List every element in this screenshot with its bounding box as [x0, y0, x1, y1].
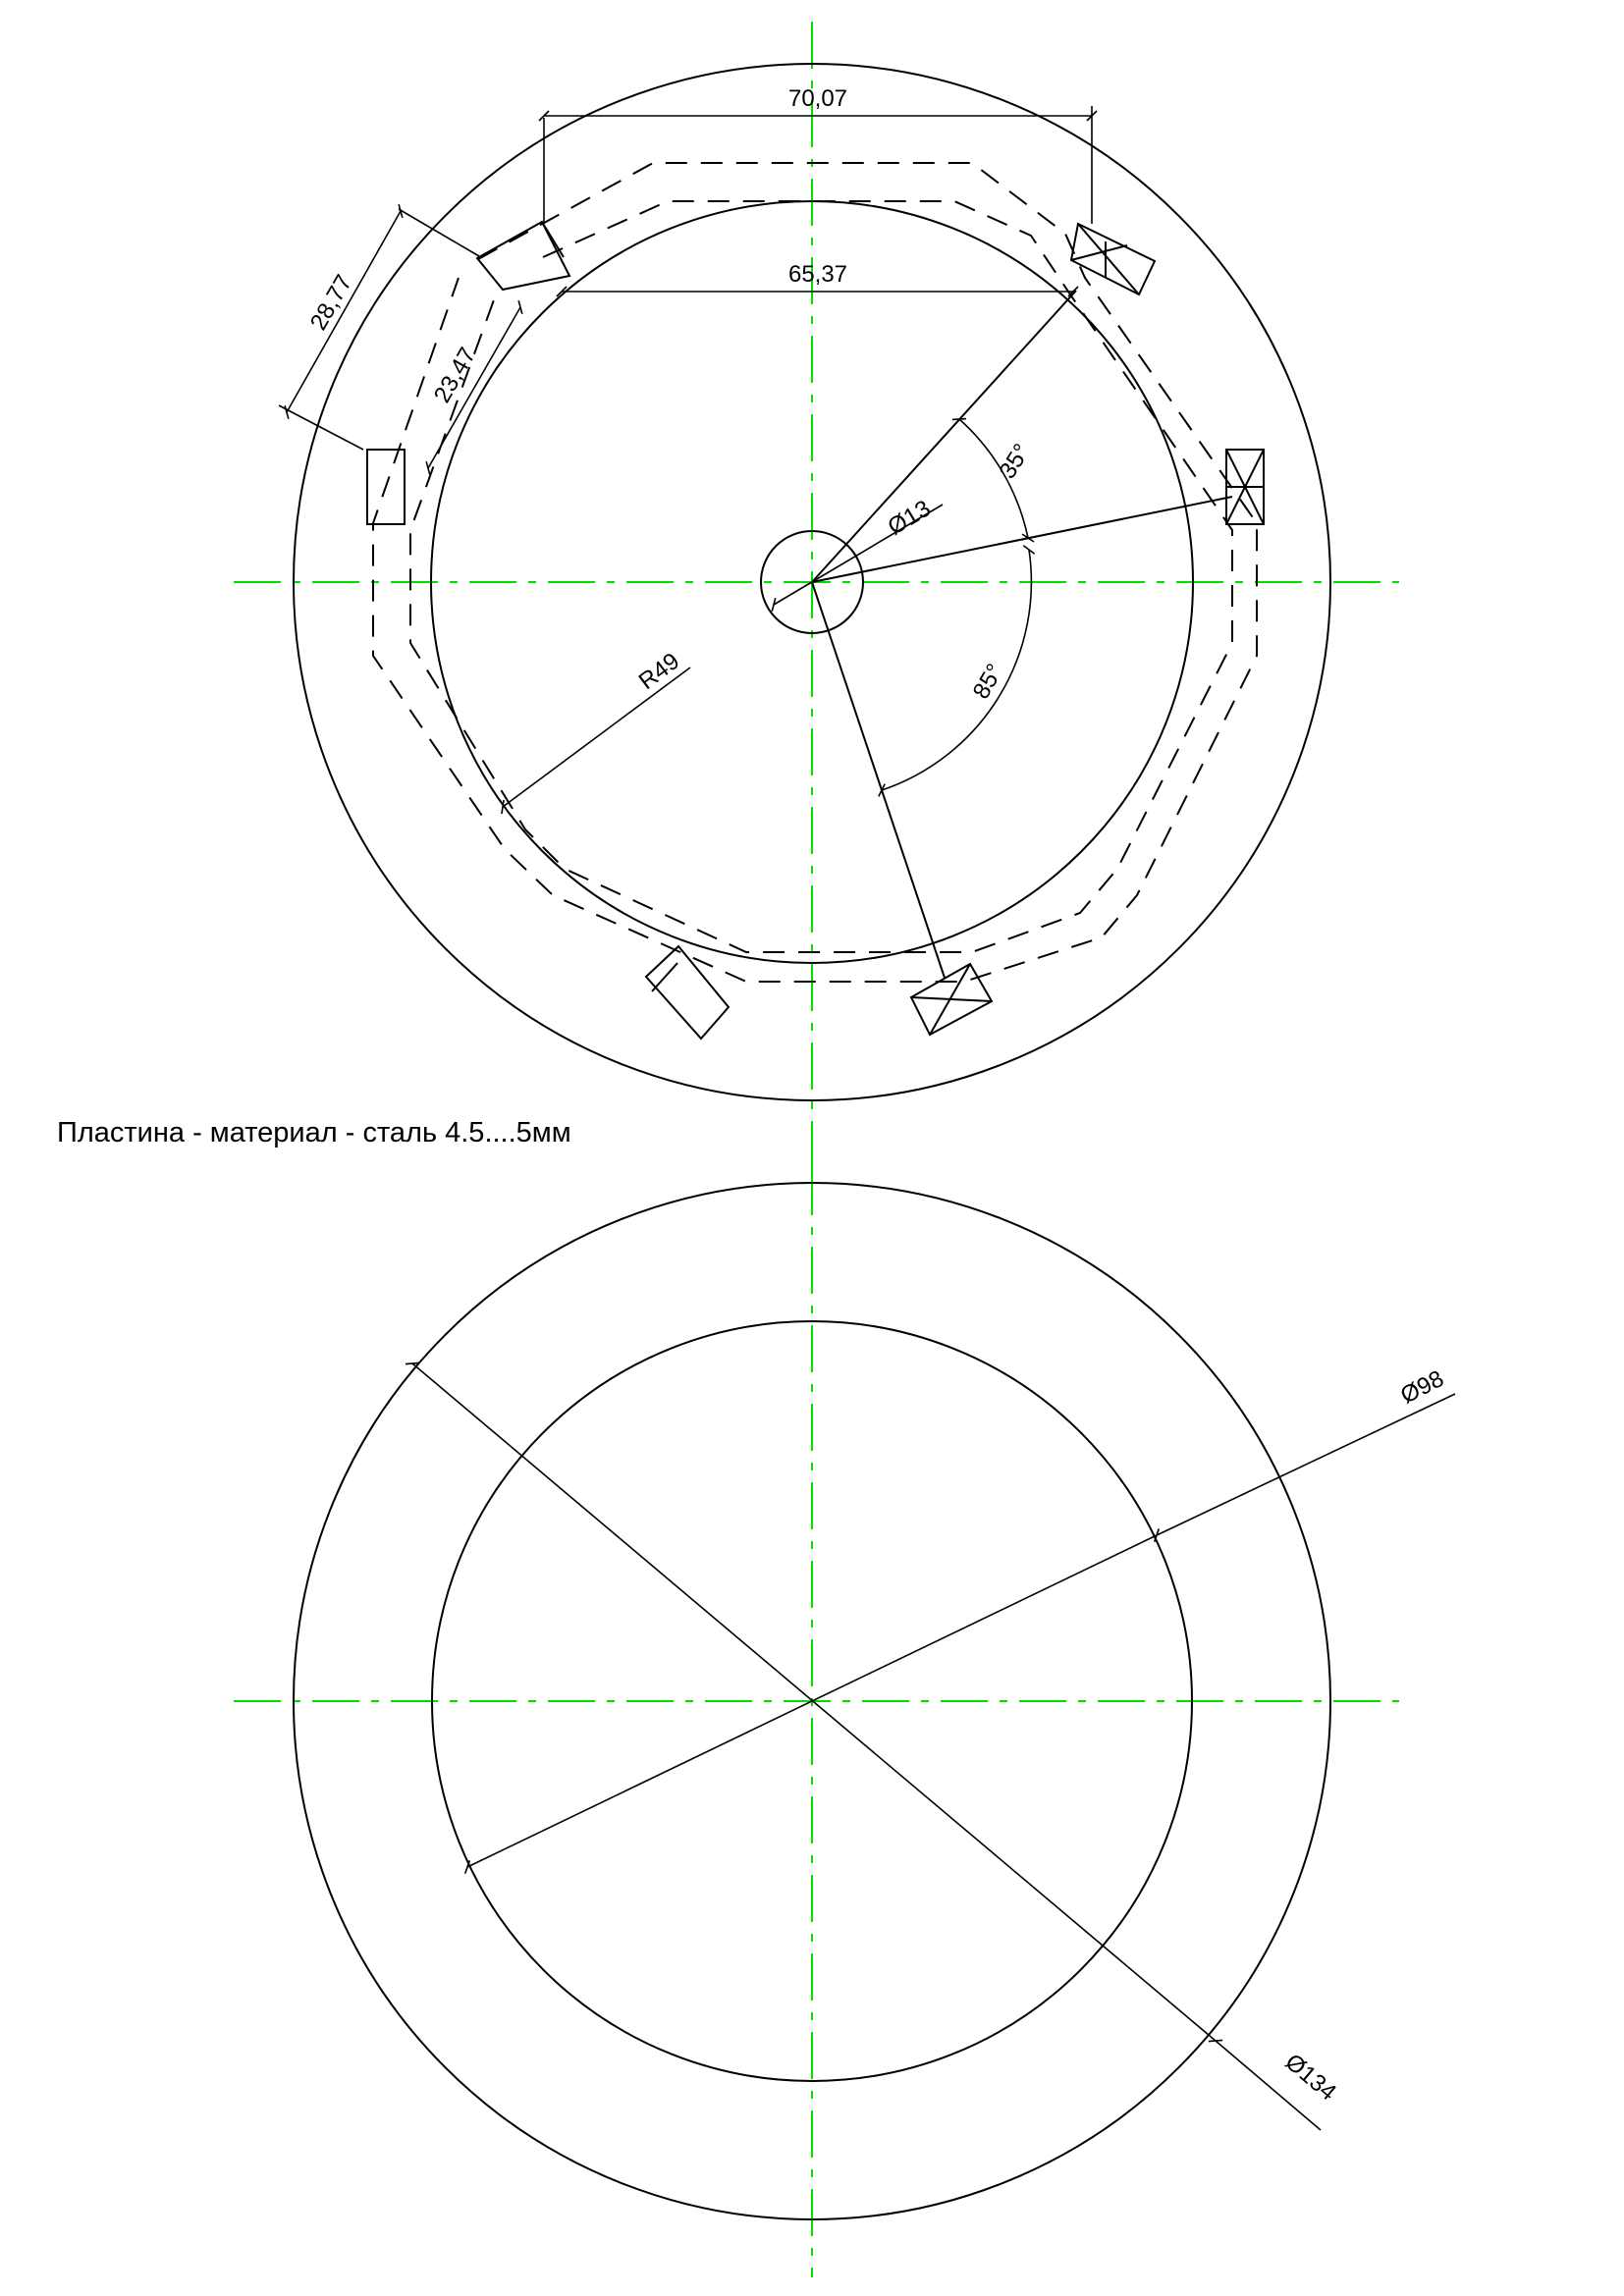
top-view [234, 22, 1399, 1168]
dim-inner-diameter-extension [1157, 1394, 1455, 1535]
slot-upper-right [1071, 224, 1155, 294]
angle-35-label: 35° [994, 439, 1036, 484]
dim-chord-outer-label: 70,07 [787, 85, 848, 112]
angle-arc-85 [882, 550, 1031, 790]
radial-line-upper-right [812, 291, 1076, 582]
dim-slot-pitch-inner-label: 23,47 [428, 343, 482, 408]
angle-85-label: 85° [967, 659, 1009, 704]
radial-line-lower [812, 582, 945, 978]
radial-line-right [812, 497, 1232, 582]
slot-upper-left [477, 222, 569, 290]
dim-inner-diameter-label: Ø98 [1396, 1364, 1448, 1410]
dim-slot-pitch-outer-label: 28,77 [304, 270, 358, 336]
dim-outer-diameter-label: Ø134 [1279, 2049, 1341, 2107]
bottom-view [234, 1168, 1455, 2277]
slot-lower-left [646, 946, 729, 1039]
dim-chord-outer [544, 106, 1092, 224]
material-note: Пластина - материал - сталь 4.5....5мм [57, 1117, 571, 1148]
dim-radius-label: R49 [633, 647, 685, 696]
dim-hole-label: Ø13 [883, 495, 936, 541]
dim-chord-inner-label: 65,37 [787, 261, 848, 288]
dim-slot-pitch-outer [279, 209, 482, 450]
dim-radius-leader [503, 667, 690, 807]
slot-right [1226, 450, 1264, 524]
slot-lower-right [911, 964, 992, 1035]
